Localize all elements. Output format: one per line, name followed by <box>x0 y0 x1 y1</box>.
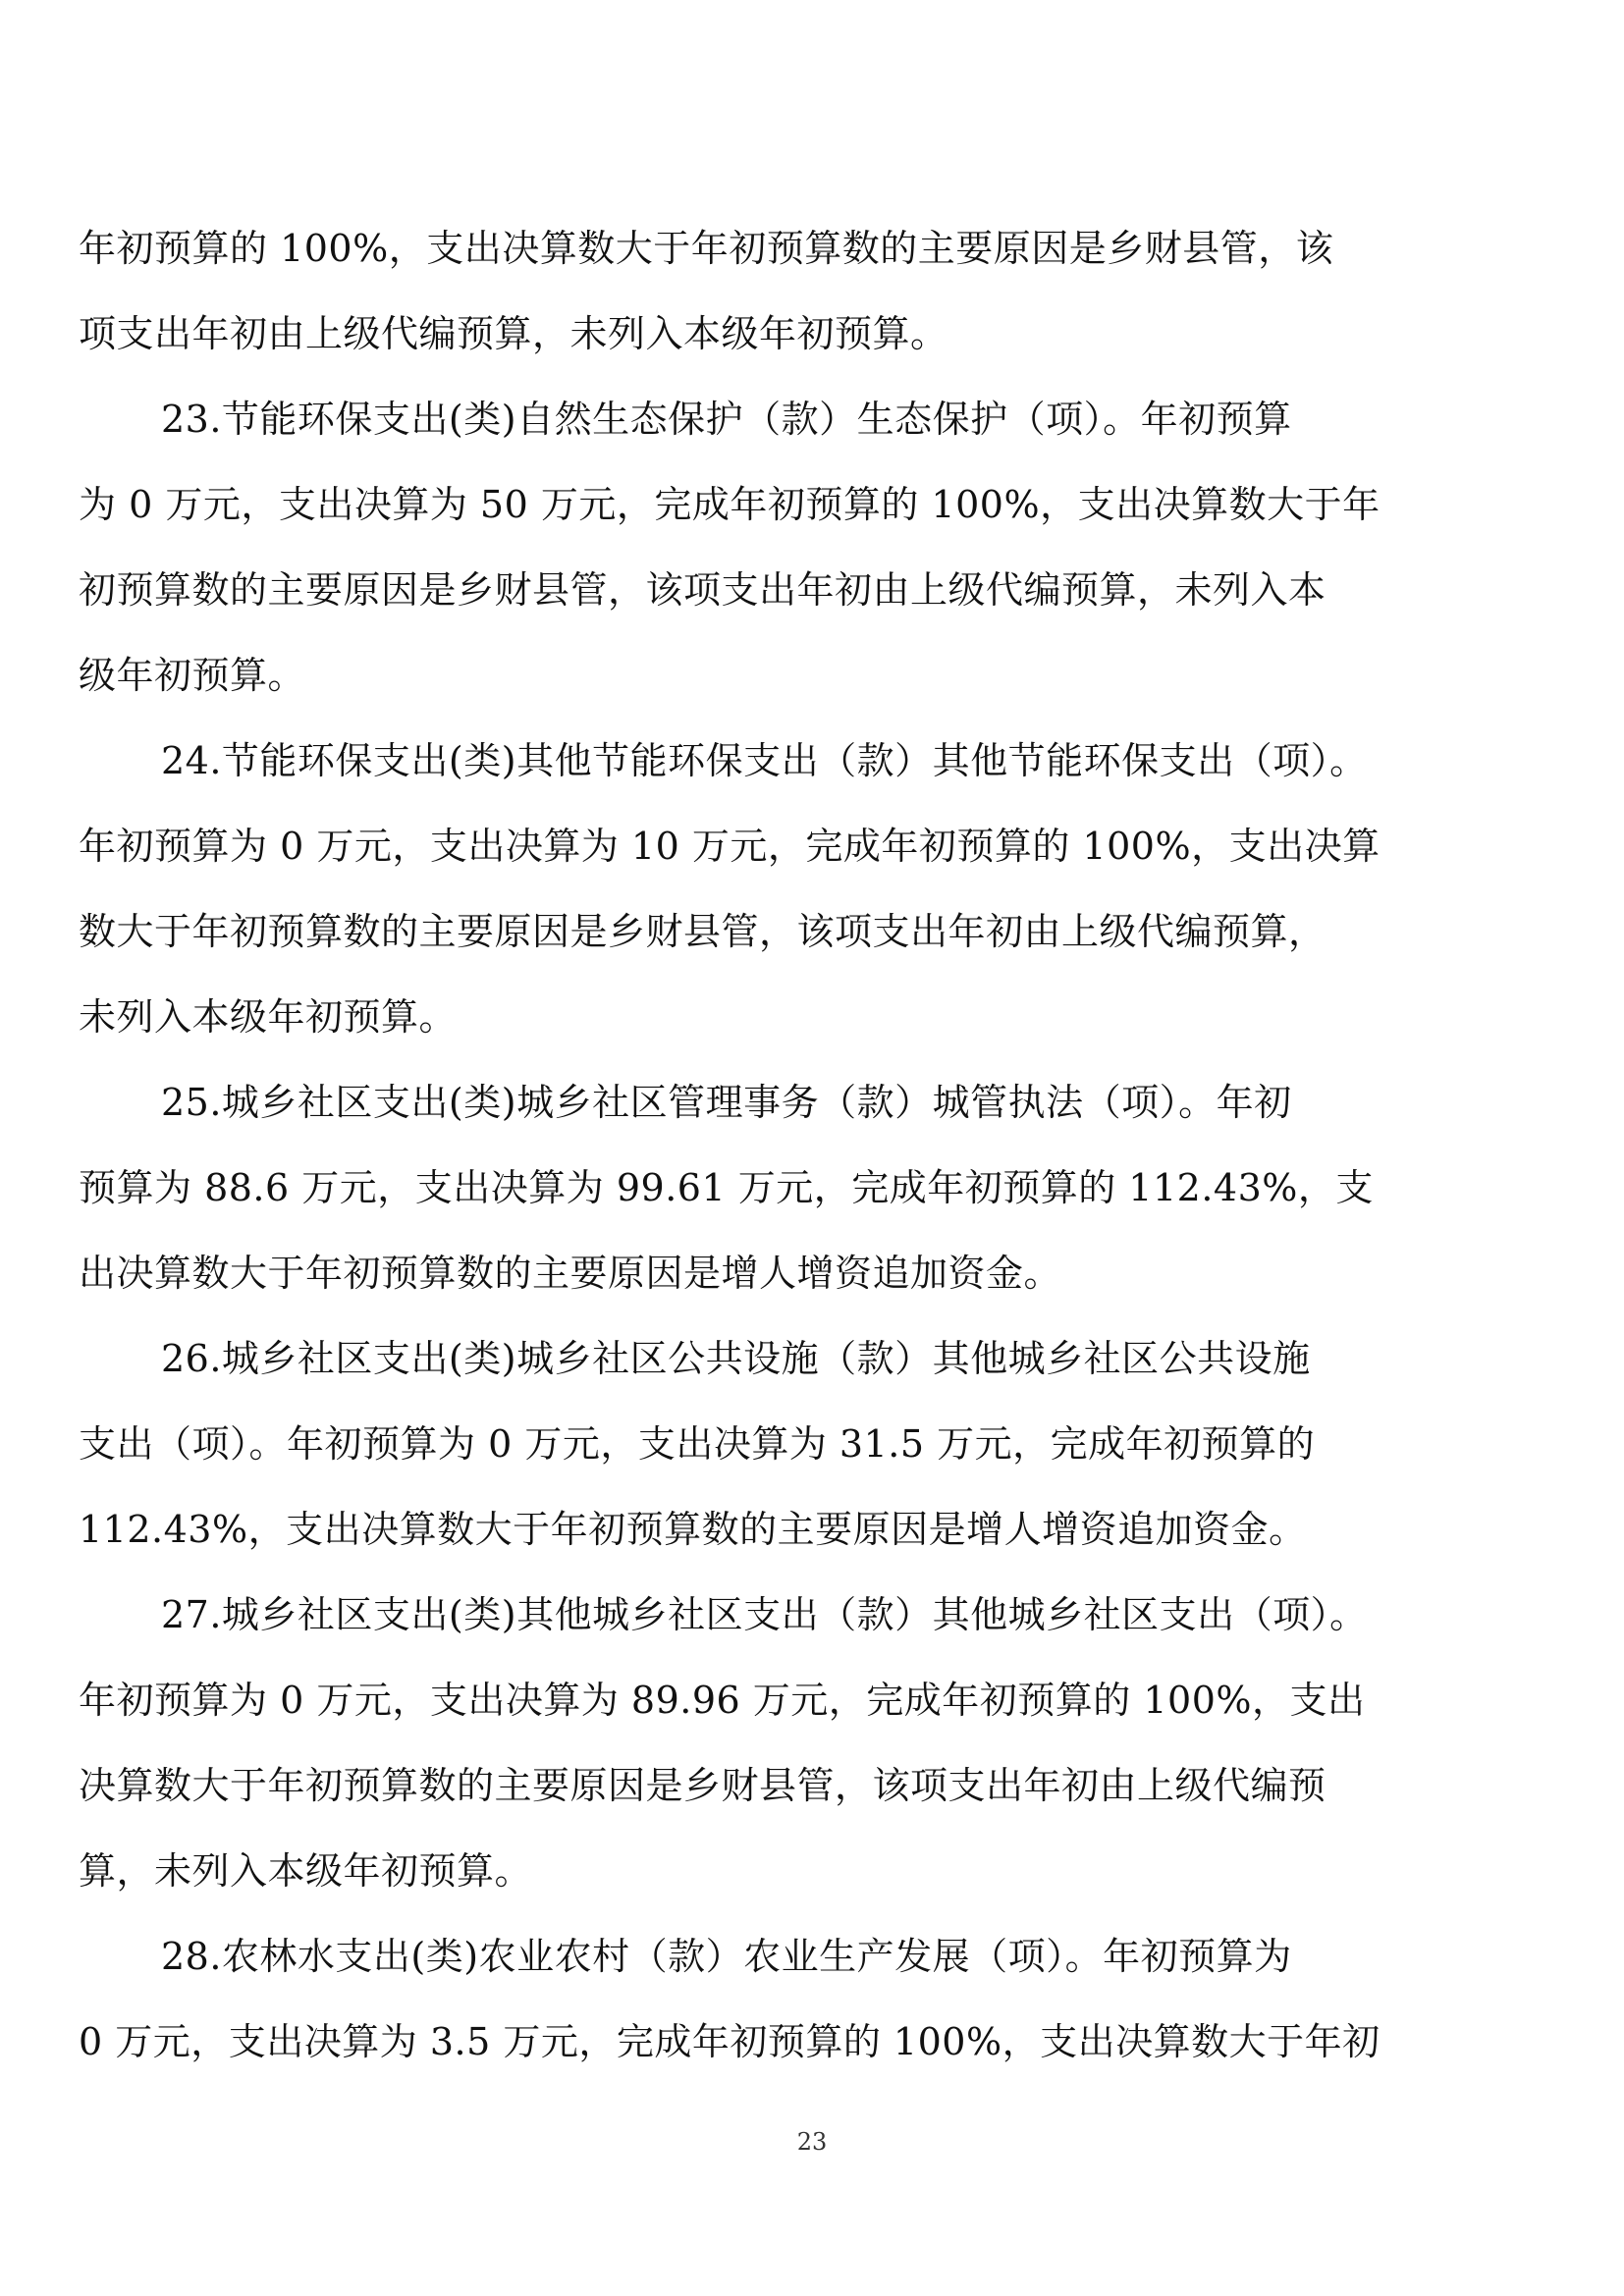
text-line: 年初预算的 100%，支出决算数大于年初预算数的主要原因是乡财县管，该 <box>79 227 1334 270</box>
text-line: 级年初预算。 <box>79 654 306 697</box>
text-line: 112.43%，支出决算数大于年初预算数的主要原因是增人增资追加资金。 <box>79 1508 1307 1551</box>
paragraph-start-line: 26.城乡社区支出(类)城乡社区公共设施（款）其他城乡社区公共设施 <box>161 1337 1311 1380</box>
text-line: 出决算数大于年初预算数的主要原因是增人增资追加资金。 <box>79 1252 1062 1295</box>
paragraph-start-line: 28.农林水支出(类)农业农村（款）农业生产发展（项）。年初预算为 <box>161 1935 1292 1978</box>
text-line: 项支出年初由上级代编预算，未列入本级年初预算。 <box>79 312 948 355</box>
text-line: 决算数大于年初预算数的主要原因是乡财县管，该项支出年初由上级代编预 <box>79 1764 1326 1807</box>
text-line: 数大于年初预算数的主要原因是乡财县管，该项支出年初由上级代编预算， <box>79 910 1326 953</box>
document-body <box>79 206 1512 2085</box>
text-line: 未列入本级年初预算。 <box>79 995 458 1039</box>
text-line: 年初预算为 0 万元，支出决算为 10 万元，完成年初预算的 100%，支出决算 <box>79 825 1380 868</box>
text-line: 预算为 88.6 万元，支出决算为 99.61 万元，完成年初预算的 112.43%，支 <box>79 1166 1374 1209</box>
page-number: 23 <box>796 2128 828 2156</box>
text-line: 算，未列入本级年初预算。 <box>79 1849 533 1893</box>
text-line: 支出（项）。年初预算为 0 万元，支出决算为 31.5 万元，完成年初预算的 <box>79 1422 1316 1466</box>
text-line: 0 万元，支出决算为 3.5 万元，完成年初预算的 100%，支出决算数大于年初 <box>79 2020 1380 2063</box>
paragraph-start-line: 23.节能环保支出(类)自然生态保护（款）生态保护（项）。年初预算 <box>161 398 1292 441</box>
paragraph-start-line: 27.城乡社区支出(类)其他城乡社区支出（款）其他城乡社区支出（项）。 <box>161 1593 1368 1636</box>
text-line: 为 0 万元，支出决算为 50 万元，完成年初预算的 100%，支出决算数大于年 <box>79 483 1380 526</box>
paragraph-start-line: 24.节能环保支出(类)其他节能环保支出（款）其他节能环保支出（项）。 <box>161 739 1368 782</box>
text-line: 年初预算为 0 万元，支出决算为 89.96 万元，完成年初预算的 100%，支出 <box>79 1679 1366 1722</box>
text-line: 初预算数的主要原因是乡财县管，该项支出年初由上级代编预算，未列入本 <box>79 568 1326 612</box>
paragraph-start-line: 25.城乡社区支出(类)城乡社区管理事务（款）城管执法（项）。年初 <box>161 1081 1292 1124</box>
